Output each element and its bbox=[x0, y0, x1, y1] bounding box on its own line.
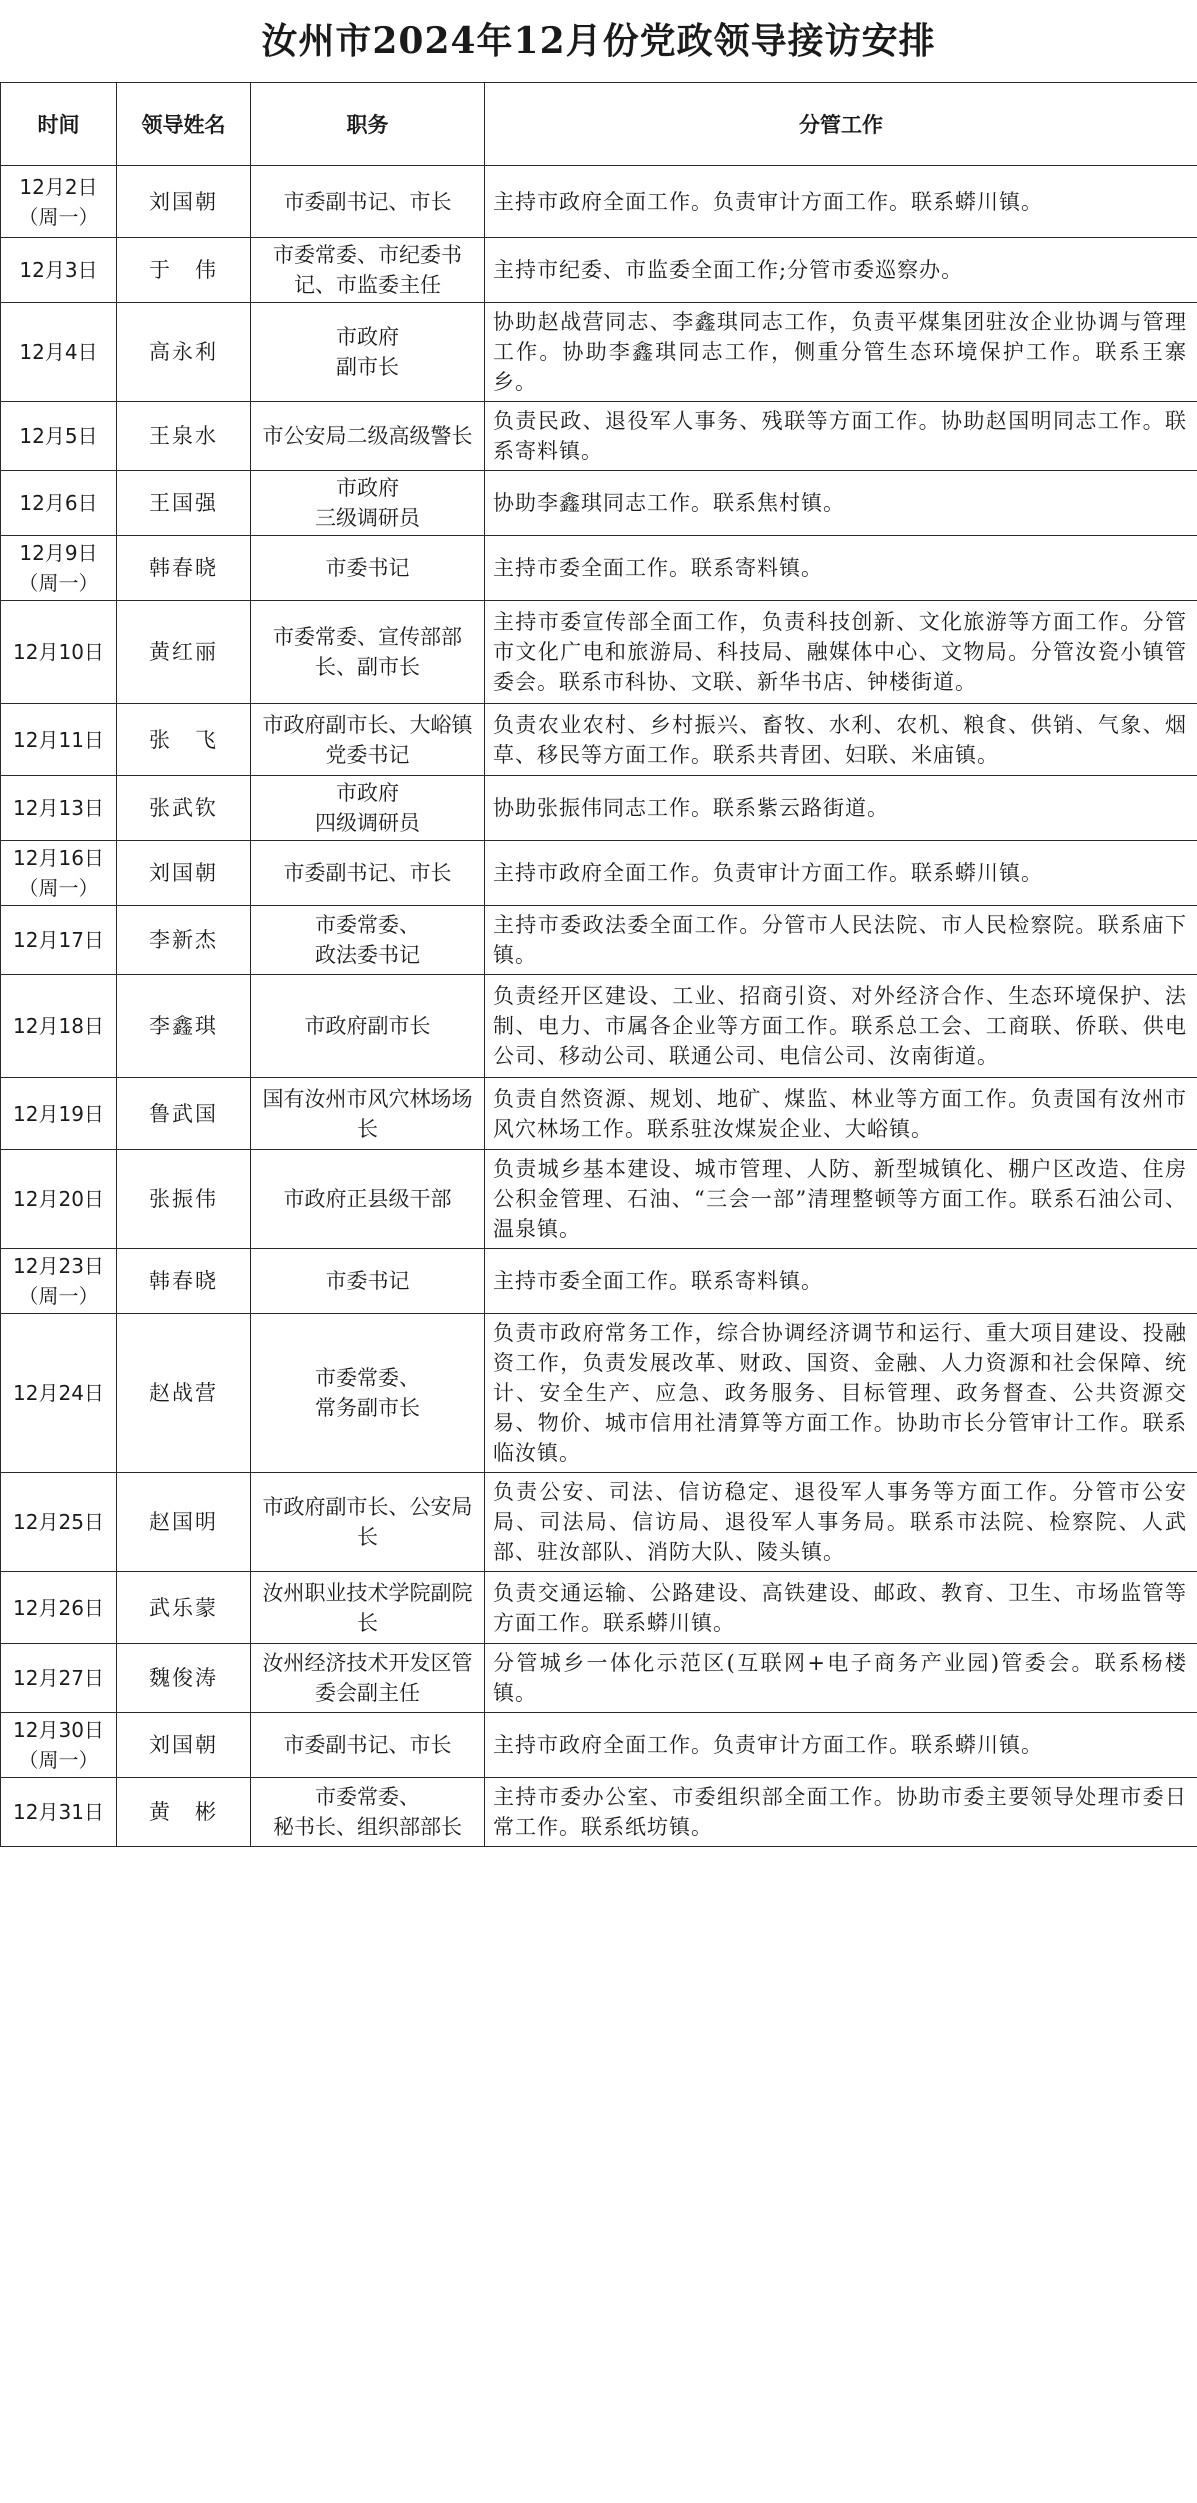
row-position: 市委常委、市纪委书记、市监委主任 bbox=[251, 238, 485, 303]
row-date-day: 12月18日 bbox=[13, 1014, 104, 1038]
row-duties: 负责自然资源、规划、地矿、煤监、林业等方面工作。负责国有汝州市风穴林场工作。联系驻汝煤炭企业、大峪镇。 bbox=[485, 1078, 1197, 1150]
row-leader-name: 刘国朝 bbox=[117, 1713, 251, 1778]
table-row bbox=[1, 238, 1197, 303]
row-date bbox=[1, 1078, 117, 1150]
row-duties: 协助赵战营同志、李鑫琪同志工作，负责平煤集团驻汝企业协调与管理工作。协助李鑫琪同志工作，侧重分管生态环境保护工作。联系王寨乡。 bbox=[485, 303, 1197, 402]
row-position: 市政府副市长、大峪镇党委书记 bbox=[251, 704, 485, 776]
row-date-weekday: （周一） bbox=[18, 1748, 99, 1772]
row-date-day: 12月11日 bbox=[13, 727, 104, 752]
row-date bbox=[1, 166, 117, 238]
row-position: 汝州职业技术学院副院长 bbox=[251, 1572, 485, 1644]
row-position: 市委书记 bbox=[251, 536, 485, 601]
table-row bbox=[1, 704, 1197, 776]
row-position: 市政府 副市长 bbox=[251, 303, 485, 402]
row-leader-name: 李新杰 bbox=[117, 906, 251, 975]
row-position: 市委副书记、市长 bbox=[251, 841, 485, 906]
schedule-table bbox=[0, 82, 1197, 1847]
row-date-day: 12月30日 bbox=[13, 1718, 104, 1742]
table-row bbox=[1, 1314, 1197, 1473]
row-date bbox=[1, 1473, 117, 1572]
table-row bbox=[1, 1713, 1197, 1778]
row-position: 市委常委、宣传部部长、副市长 bbox=[251, 601, 485, 704]
row-position: 国有汝州市风穴林场场长 bbox=[251, 1078, 485, 1150]
row-leader-name: 刘国朝 bbox=[117, 841, 251, 906]
row-duties: 负责农业农村、乡村振兴、畜牧、水利、农机、粮食、供销、气象、烟草、移民等方面工作。联系共青团、妇联、米庙镇。 bbox=[485, 704, 1197, 776]
row-duties: 负责公安、司法、信访稳定、退役军人事务等方面工作。分管市公安局、司法局、信访局、退役军人事务局。联系市法院、检察院、人武部、驻汝部队、消防大队、陵头镇。 bbox=[485, 1473, 1197, 1572]
row-position: 市政府正县级干部 bbox=[251, 1150, 485, 1249]
table-row bbox=[1, 1644, 1197, 1713]
row-duties: 负责交通运输、公路建设、高铁建设、邮政、教育、卫生、市场监管等方面工作。联系蟒川镇。 bbox=[485, 1572, 1197, 1644]
row-duties: 协助李鑫琪同志工作。联系焦村镇。 bbox=[485, 471, 1197, 536]
row-position: 汝州经济技术开发区管委会副主任 bbox=[251, 1644, 485, 1713]
row-date bbox=[1, 1314, 117, 1473]
table-header-row bbox=[1, 83, 1197, 166]
table-row bbox=[1, 776, 1197, 841]
row-date-day: 12月9日 bbox=[19, 541, 98, 565]
header-position: 职务 bbox=[251, 83, 485, 166]
row-leader-name: 赵国明 bbox=[117, 1473, 251, 1572]
row-date-day: 12月25日 bbox=[13, 1510, 104, 1534]
row-date bbox=[1, 1572, 117, 1644]
row-position: 市公安局二级高级警长 bbox=[251, 402, 485, 471]
row-date bbox=[1, 402, 117, 471]
table-body bbox=[1, 166, 1197, 1847]
table-row bbox=[1, 1078, 1197, 1150]
row-position: 市委书记 bbox=[251, 1249, 485, 1314]
row-duties: 主持市政府全面工作。负责审计方面工作。联系蟒川镇。 bbox=[485, 1713, 1197, 1778]
row-leader-name: 王泉水 bbox=[117, 402, 251, 471]
row-leader-name: 张振伟 bbox=[117, 1150, 251, 1249]
header-duties: 分管工作 bbox=[485, 83, 1197, 166]
row-duties: 主持市纪委、市监委全面工作;分管市委巡察办。 bbox=[485, 238, 1197, 303]
row-leader-name: 李鑫琪 bbox=[117, 975, 251, 1078]
row-duties: 分管城乡一体化示范区(互联网+电子商务产业园)管委会。联系杨楼镇。 bbox=[485, 1644, 1197, 1713]
row-date-day: 12月19日 bbox=[13, 1101, 104, 1126]
row-duties: 主持市委全面工作。联系寄料镇。 bbox=[485, 1249, 1197, 1314]
row-date bbox=[1, 303, 117, 402]
row-position: 市政府副市长 bbox=[251, 975, 485, 1078]
row-duties: 主持市政府全面工作。负责审计方面工作。联系蟒川镇。 bbox=[485, 166, 1197, 238]
row-date bbox=[1, 536, 117, 601]
row-date-day: 12月10日 bbox=[13, 640, 104, 664]
row-duties: 主持市委宣传部全面工作，负责科技创新、文化旅游等方面工作。分管市文化广电和旅游局、科技局、融媒体中心、文物局。分管汝瓷小镇管委会。联系市科协、文联、新华书店、钟楼街道。 bbox=[485, 601, 1197, 704]
table-row bbox=[1, 906, 1197, 975]
row-date-weekday: （周一） bbox=[18, 204, 99, 229]
row-duties: 协助张振伟同志工作。联系紫云路街道。 bbox=[485, 776, 1197, 841]
header-leader-name: 领导姓名 bbox=[117, 83, 251, 166]
row-duties: 主持市政府全面工作。负责审计方面工作。联系蟒川镇。 bbox=[485, 841, 1197, 906]
row-leader-name: 魏俊涛 bbox=[117, 1644, 251, 1713]
row-date bbox=[1, 1713, 117, 1778]
row-leader-name: 张武钦 bbox=[117, 776, 251, 841]
row-date bbox=[1, 1644, 117, 1713]
row-date bbox=[1, 975, 117, 1078]
row-date-day: 12月24日 bbox=[13, 1381, 104, 1405]
row-duties: 主持市委办公室、市委组织部全面工作。协助市委主要领导处理市委日常工作。联系纸坊镇。 bbox=[485, 1778, 1197, 1847]
header-date: 时间 bbox=[1, 83, 117, 166]
row-date bbox=[1, 704, 117, 776]
row-date bbox=[1, 238, 117, 303]
table-row bbox=[1, 975, 1197, 1078]
row-date bbox=[1, 841, 117, 906]
table-row bbox=[1, 471, 1197, 536]
row-date-day: 12月2日 bbox=[19, 174, 98, 199]
table-row bbox=[1, 1473, 1197, 1572]
row-date-weekday: （周一） bbox=[18, 1284, 99, 1308]
table-row bbox=[1, 303, 1197, 402]
table-row bbox=[1, 1572, 1197, 1644]
page-title: 汝州市2024年12月份党政领导接访安排 bbox=[261, 20, 936, 62]
row-position: 市委副书记、市长 bbox=[251, 166, 485, 238]
row-date-day: 12月13日 bbox=[13, 796, 104, 820]
row-leader-name: 鲁武国 bbox=[117, 1078, 251, 1150]
row-date bbox=[1, 1778, 117, 1847]
row-leader-name: 武乐蒙 bbox=[117, 1572, 251, 1644]
table-row bbox=[1, 402, 1197, 471]
row-date-day: 12月6日 bbox=[19, 491, 98, 515]
row-leader-name: 赵战营 bbox=[117, 1314, 251, 1473]
row-date bbox=[1, 776, 117, 841]
row-date-weekday: （周一） bbox=[18, 571, 99, 595]
row-duties: 负责城乡基本建设、城市管理、人防、新型城镇化、棚户区改造、住房公积金管理、石油、“三会一部”清理整顿等方面工作。联系石油公司、温泉镇。 bbox=[485, 1150, 1197, 1249]
table-row bbox=[1, 841, 1197, 906]
row-position: 市委常委、 秘书长、组织部部长 bbox=[251, 1778, 485, 1847]
row-date-day: 12月4日 bbox=[19, 340, 98, 364]
row-date-day: 12月26日 bbox=[13, 1595, 104, 1620]
table-row bbox=[1, 1150, 1197, 1249]
row-date-day: 12月23日 bbox=[13, 1254, 104, 1278]
row-date-day: 12月31日 bbox=[13, 1800, 104, 1824]
row-duties: 负责民政、退役军人事务、残联等方面工作。协助赵国明同志工作。联系寄料镇。 bbox=[485, 402, 1197, 471]
row-leader-name: 刘国朝 bbox=[117, 166, 251, 238]
row-date-day: 12月5日 bbox=[19, 424, 98, 448]
row-date bbox=[1, 601, 117, 704]
row-leader-name: 于 伟 bbox=[117, 238, 251, 303]
row-date-day: 12月20日 bbox=[13, 1187, 104, 1211]
row-date bbox=[1, 471, 117, 536]
row-leader-name: 黄红丽 bbox=[117, 601, 251, 704]
table-row bbox=[1, 601, 1197, 704]
row-date bbox=[1, 1249, 117, 1314]
row-leader-name: 黄 彬 bbox=[117, 1778, 251, 1847]
row-date-day: 12月27日 bbox=[13, 1666, 104, 1690]
row-date bbox=[1, 906, 117, 975]
table-row bbox=[1, 536, 1197, 601]
row-date-day: 12月3日 bbox=[19, 258, 98, 282]
row-position: 市政府 三级调研员 bbox=[251, 471, 485, 536]
table-row bbox=[1, 1778, 1197, 1847]
row-position: 市委副书记、市长 bbox=[251, 1713, 485, 1778]
row-position: 市政府副市长、公安局长 bbox=[251, 1473, 485, 1572]
row-duties: 负责经开区建设、工业、招商引资、对外经济合作、生态环境保护、法制、电力、市属各企业等方面工作。联系总工会、工商联、侨联、供电公司、移动公司、联通公司、电信公司、汝南街道。 bbox=[485, 975, 1197, 1078]
row-leader-name: 韩春晓 bbox=[117, 536, 251, 601]
row-position: 市政府 四级调研员 bbox=[251, 776, 485, 841]
row-leader-name: 王国强 bbox=[117, 471, 251, 536]
row-date-day: 12月16日 bbox=[13, 846, 104, 870]
row-leader-name: 高永利 bbox=[117, 303, 251, 402]
table-row bbox=[1, 166, 1197, 238]
row-duties: 主持市委全面工作。联系寄料镇。 bbox=[485, 536, 1197, 601]
row-duties: 主持市委政法委全面工作。分管市人民法院、市人民检察院。联系庙下镇。 bbox=[485, 906, 1197, 975]
row-position: 市委常委、 常务副市长 bbox=[251, 1314, 485, 1473]
row-date-weekday: （周一） bbox=[18, 876, 99, 900]
table-row bbox=[1, 1249, 1197, 1314]
row-leader-name: 韩春晓 bbox=[117, 1249, 251, 1314]
row-duties: 负责市政府常务工作，综合协调经济调节和运行、重大项目建设、投融资工作，负责发展改革、财政、国资、金融、人力资源和社会保障、统计、安全生产、应急、政务服务、目标管理、政务督查、公共资源交易、物价、城市信用社清算等方面工作。协助市长分管审计工作。联系临汝镇。 bbox=[485, 1314, 1197, 1473]
row-date-day: 12月17日 bbox=[13, 928, 104, 952]
row-position: 市委常委、 政法委书记 bbox=[251, 906, 485, 975]
row-leader-name: 张 飞 bbox=[117, 704, 251, 776]
row-date bbox=[1, 1150, 117, 1249]
